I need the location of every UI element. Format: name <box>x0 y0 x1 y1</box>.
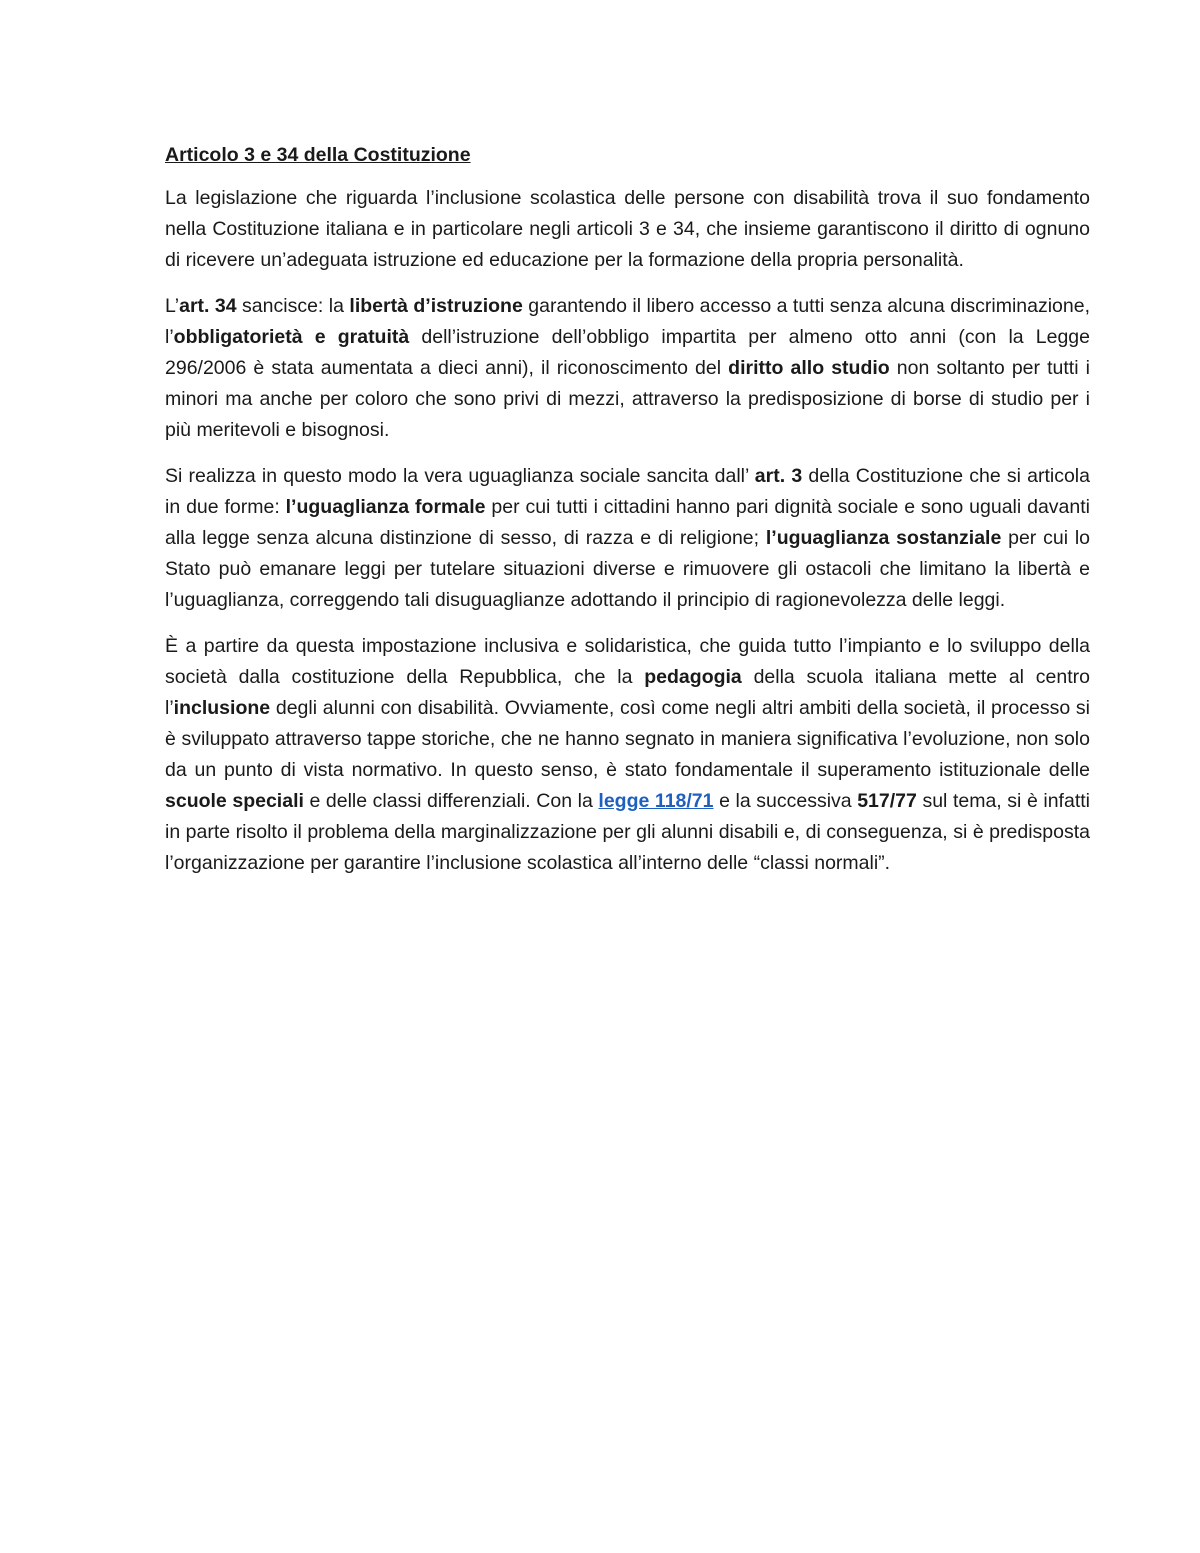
document-page <box>165 140 1090 894</box>
text-run: È a partire da questa impostazione inclusiva e solidaristica, che guida tutto l’impianto e lo sviluppo della società dalla costituzione della Repubblica, che la <box>165 635 1090 688</box>
bold-scuole-speciali: scuole speciali <box>165 790 304 812</box>
bold-pedagogia: pedagogia <box>644 666 742 688</box>
text-run: per cui tutti i cittadini hanno pari dignità sociale e sono uguali davanti alla legge senza alcuna distinzione di sesso, di razza e di religione; <box>165 496 1090 549</box>
text-run: della scuola italiana mette al centro l’ <box>165 666 1090 719</box>
paragraph-inclusione <box>165 631 1090 879</box>
text-run: e la successiva <box>713 790 858 812</box>
text-run: non soltanto per tutti i minori ma anche per coloro che sono privi di mezzi, attraverso la predisposizione di borse di studio per i più meritevoli e bisognosi. <box>165 357 1090 441</box>
document-title: Articolo 3 e 34 della Costituzione <box>165 144 471 166</box>
text-run: sul tema, si è infatti in parte risolto il problema della marginalizzazione per gli alunni disabili e, di conseguenza, si è predisposta l’organizzazione per garantire l’inclusione scolastica all’interno delle “classi normali”. <box>165 790 1090 874</box>
bold-art-3: art. 3 <box>754 465 803 487</box>
bold-art-34: art. 34 <box>179 295 237 317</box>
text-run: garantendo il libero accesso a tutti senza alcuna discriminazione, l’ <box>165 295 1091 348</box>
paragraph-art-34 <box>165 291 1090 446</box>
paragraph-intro: La legislazione che riguarda l’inclusione scolastica delle persone con disabilità trova il suo fondamento nella Costituzione italiana e in particolare negli articoli 3 e 34, che insieme garantiscono il diritto di ognuno di ricevere un’adeguata istruzione ed educazione per la formazione della propria personalità. <box>165 187 1090 271</box>
text-run: degli alunni con disabilità. Ovviamente, così come negli altri ambiti della società, il processo si è sviluppato attraverso tappe storiche, che ne hanno segnato in maniera significativa l’evoluzione, non solo da un punto di vista normativo. In questo senso, è stato fondamentale il superamento istituzionale delle <box>165 697 1090 781</box>
bold-diritto-studio: diritto allo studio <box>728 357 890 379</box>
text-run: L’ <box>165 295 180 317</box>
paragraph-art-3 <box>165 461 1090 616</box>
bold-uguaglianza-sostanziale: l’uguaglianza sostanziale <box>765 527 1002 549</box>
text-run: dell’istruzione dell’obbligo impartita per almeno otto anni (con la Legge 296/2006 è stata aumentata a dieci anni), il riconoscimento del <box>165 326 1090 379</box>
bold-obbligatorieta: obbligatorietà e gratuità <box>173 326 410 348</box>
text-run: per cui lo Stato può emanare leggi per tutelare situazioni diverse e rimuovere gli ostacoli che limitano la libertà e l’uguaglianza, correggendo tali disuguaglianze adottando il principio di ragionevolezza delle leggi. <box>165 527 1090 611</box>
bold-517-77: 517/77 <box>857 790 917 812</box>
text-run: Si realizza in questo modo la vera uguaglianza sociale sancita dall’ <box>165 465 755 487</box>
bold-liberta-istruzione: libertà d’istruzione <box>349 295 523 317</box>
legge-118-71-link[interactable]: legge 118/71 <box>598 790 714 812</box>
text-run: sancisce: la <box>236 295 350 317</box>
text-run: e delle classi differenziali. Con la <box>303 790 599 812</box>
bold-inclusione: inclusione <box>173 697 271 719</box>
text-run: della Costituzione che si articola in due forme: <box>165 465 1090 518</box>
bold-uguaglianza-formale: l’uguaglianza formale <box>285 496 486 518</box>
